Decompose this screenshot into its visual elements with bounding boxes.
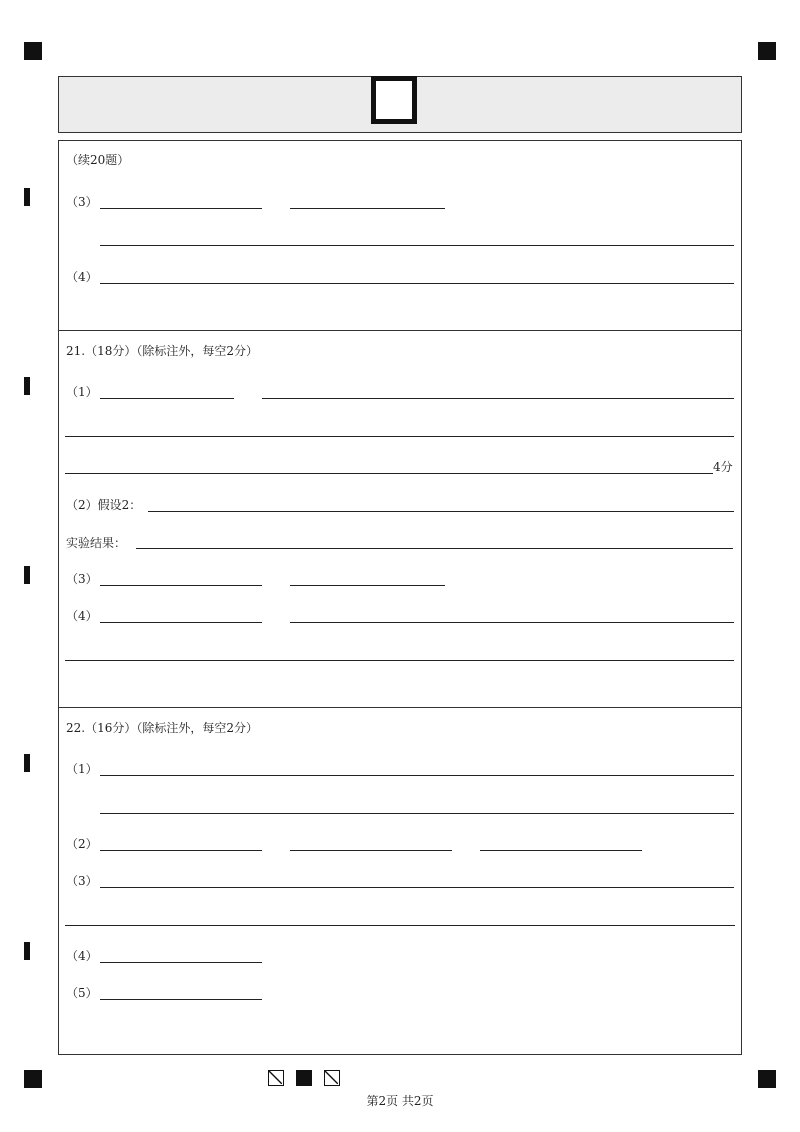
answer-blank[interactable] <box>100 398 234 399</box>
timing-mark <box>24 754 30 772</box>
answer-line[interactable] <box>100 775 734 776</box>
answer-blank[interactable] <box>100 622 262 623</box>
q21-score-note: 4分 <box>713 460 733 474</box>
timing-mark <box>24 942 30 960</box>
q20-continue-label: （续20题） <box>66 153 130 167</box>
timing-mark <box>24 377 30 395</box>
answer-blank[interactable] <box>290 585 445 586</box>
q20-part3-label: （3） <box>66 195 98 209</box>
q21-part4-label: （4） <box>66 609 98 623</box>
registration-mark-top-right <box>758 42 776 60</box>
solid-square-icon <box>296 1070 312 1086</box>
answer-line[interactable] <box>100 887 734 888</box>
q20-part4-label: （4） <box>66 270 98 284</box>
page-number: 第2页 共2页 <box>366 1094 434 1108</box>
answer-line[interactable] <box>65 473 713 474</box>
answer-line[interactable] <box>100 283 734 284</box>
timing-mark <box>24 188 30 206</box>
slashed-square-icon <box>324 1070 340 1086</box>
answer-line[interactable] <box>148 511 734 512</box>
q21-heading: 21.（18分）（除标注外，每空2分） <box>66 344 258 358</box>
answer-blank[interactable] <box>100 850 262 851</box>
q22-part1-label: （1） <box>66 762 98 776</box>
q22-heading: 22.（16分）（除标注外，每空2分） <box>66 721 258 735</box>
q21-part3-label: （3） <box>66 572 98 586</box>
timing-mark <box>24 566 30 584</box>
answer-blank[interactable] <box>480 850 642 851</box>
q21-part1-label: （1） <box>66 385 98 399</box>
answer-blank[interactable] <box>100 962 262 963</box>
q21-result-label: 实验结果： <box>66 536 127 550</box>
answer-blank[interactable] <box>100 585 262 586</box>
answer-blank[interactable] <box>100 208 262 209</box>
section-q20 <box>58 140 742 331</box>
q22-part5-label: （5） <box>66 986 98 1000</box>
answer-blank[interactable] <box>290 208 445 209</box>
q21-part2-label: （2）假设2： <box>66 498 142 512</box>
answer-line[interactable] <box>100 245 734 246</box>
header-square-mark <box>371 76 417 124</box>
q22-part2-label: （2） <box>66 837 98 851</box>
answer-line[interactable] <box>65 660 734 661</box>
registration-mark-bottom-right <box>758 1070 776 1088</box>
answer-line[interactable] <box>290 622 734 623</box>
registration-mark-bottom-left <box>24 1070 42 1088</box>
q22-part4-label: （4） <box>66 949 98 963</box>
answer-blank[interactable] <box>290 850 452 851</box>
answer-blank[interactable] <box>100 999 262 1000</box>
slashed-square-icon <box>268 1070 284 1086</box>
section-q22 <box>58 707 742 1055</box>
answer-line[interactable] <box>65 436 734 437</box>
answer-line[interactable] <box>65 925 735 926</box>
registration-mark-top-left <box>24 42 42 60</box>
q22-part3-label: （3） <box>66 874 98 888</box>
answer-line[interactable] <box>136 548 733 549</box>
answer-line[interactable] <box>262 398 734 399</box>
answer-line[interactable] <box>100 813 734 814</box>
section-q21 <box>58 330 742 708</box>
